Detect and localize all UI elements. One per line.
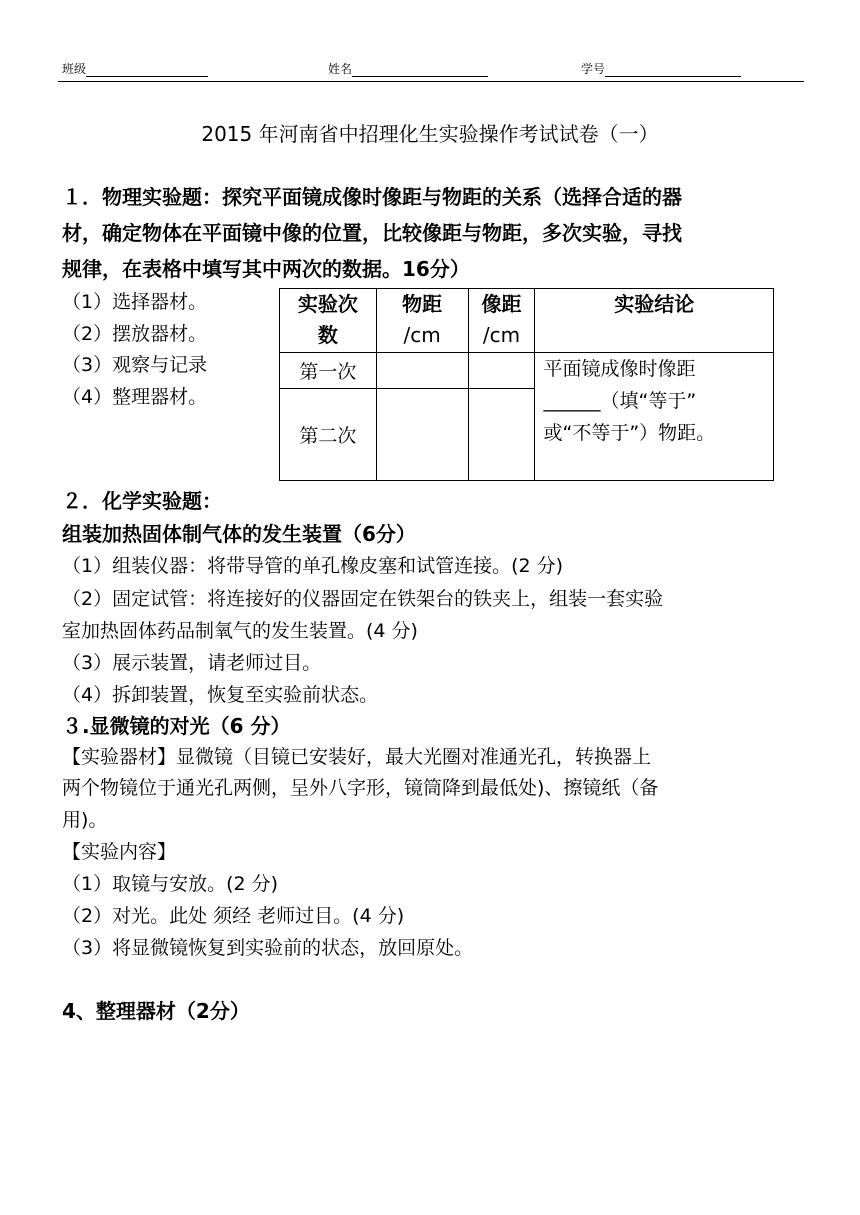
header-conclusion: 实验结论 [535, 289, 774, 353]
cell-second-object-distance[interactable] [376, 389, 468, 481]
conclusion-cell[interactable]: 平面镜成像时像距 ______（填“等于” 或“不等于”）物距。 [535, 353, 774, 481]
physics-data-table [279, 288, 774, 481]
name-field [328, 60, 488, 77]
q2-subheading: 组装加热固体制气体的发生装置（6分） [62, 522, 416, 546]
q1-step-3: （3）观察与记录 [62, 354, 208, 376]
q4-heading: 4、整理器材（2分） [62, 999, 250, 1023]
q3-step-3: （3）将显微镜恢复到实验前的状态，放回原处。 [62, 937, 474, 959]
q2-line-3: 室加热固体药品制氧气的发生装置。(4 分) [62, 620, 418, 642]
header-object-distance: 物距 /cm [376, 289, 468, 353]
class-field [62, 60, 208, 77]
q3-step-1: （1）取镜与安放。(2 分) [62, 873, 279, 895]
cell-first-image-distance[interactable] [468, 353, 535, 389]
id-blank[interactable] [605, 64, 741, 77]
q1-line-2: 材，确定物体在平面镜中像的位置，比较像距与物距，多次实验，寻找 [62, 221, 682, 245]
q2-line-2: （2）固定试管：将连接好的仪器固定在铁架台的铁夹上，组装一套实验 [62, 588, 664, 610]
row-label-second: 第二次 [280, 389, 377, 481]
q1-line-3: 规律，在表格中填写其中两次的数据。16分） [62, 257, 470, 281]
q3-equip-line-2: 两个物镜位于通光孔两侧，呈外八字形，镜筒降到最低处)、擦镜纸（备 [62, 777, 659, 799]
q3-content-label: 【实验内容】 [62, 841, 177, 863]
q3-equip-text-1: 显微镜（目镜已安装好，最大光圈对准通光孔，转换器上 [176, 746, 652, 768]
cell-first-object-distance[interactable] [376, 353, 468, 389]
table-row [280, 353, 774, 389]
q3-heading: ３.显微镜的对光（6 分） [62, 714, 291, 738]
name-blank[interactable] [352, 64, 488, 77]
row-label-first: 第一次 [280, 353, 377, 389]
q1-step-2: （2）摆放器材。 [62, 323, 208, 345]
id-field [581, 60, 741, 77]
q2-line-4: （3）展示装置，请老师过目。 [62, 652, 322, 674]
q3-equip-line-1 [62, 743, 651, 771]
header-rule [58, 81, 804, 82]
header [62, 60, 805, 80]
q1-step-4: （4）整理器材。 [62, 386, 208, 408]
class-label: 班级 [62, 62, 87, 76]
id-label: 学号 [581, 62, 606, 76]
header-image-distance: 像距 /cm [468, 289, 535, 353]
q1-line-1: １．物理实验题：探究平面镜成像时像距与物距的关系（选择合适的器 [62, 185, 682, 209]
q3-equip-label: 【实验器材】 [62, 746, 177, 768]
cell-second-image-distance[interactable] [468, 389, 535, 481]
q1-step-1: （1）选择器材。 [62, 291, 208, 313]
q2-line-1: （1）组装仪器：将带导管的单孔橡皮塞和试管连接。(2 分) [62, 555, 564, 577]
page-title: 2015 年河南省中招理化生实验操作考试试卷（一） [201, 122, 659, 146]
q2-line-5: （4）拆卸装置，恢复至实验前状态。 [62, 684, 379, 706]
class-blank[interactable] [86, 64, 208, 77]
header-trial-count: 实验次 数 [280, 289, 377, 353]
table-header-row [280, 289, 774, 353]
name-label: 姓名 [328, 62, 353, 76]
q3-equip-line-3: 用)。 [62, 809, 108, 831]
q2-heading: ２．化学实验题： [62, 489, 222, 513]
q3-step-2: （2）对光。此处 须经 老师过目。(4 分) [62, 905, 405, 927]
